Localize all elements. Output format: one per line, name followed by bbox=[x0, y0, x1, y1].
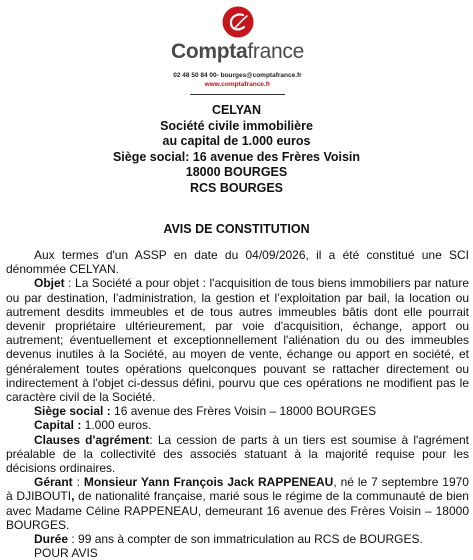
clauses-text: : La cession de parts à un tiers est soumise à l'agrément préalable de la collectivité des associés statuant à la majorité requise pour les décisions ordinaires. bbox=[6, 432, 470, 476]
gerant-label: Gérant bbox=[34, 475, 73, 490]
gerant-name: Monsieur Yann François Jack RAPPENEAU bbox=[83, 475, 334, 490]
notice-title: AVIS DE CONSTITUTION bbox=[163, 222, 310, 236]
logo-contact: 02 48 50 84 00- bourges@comptafrance.fr bbox=[173, 72, 302, 79]
clauses-paragraph bbox=[6, 433, 469, 476]
company-form: Société civile immobilière bbox=[160, 118, 313, 133]
gerant-comma: , bbox=[71, 489, 75, 504]
logo-divider bbox=[190, 94, 285, 95]
gerant-paragraph bbox=[6, 475, 469, 532]
siege-paragraph bbox=[6, 404, 469, 418]
comptafrance-logo bbox=[150, 6, 325, 106]
brand-part-france: france bbox=[247, 40, 304, 63]
company-seat: Siège social: 16 avenue des Frères Voisin bbox=[112, 149, 361, 164]
capital-paragraph bbox=[6, 418, 469, 432]
company-header bbox=[0, 103, 473, 196]
capital-label: Capital : bbox=[34, 418, 82, 433]
intro-paragraph: Aux termes d'un ASSP en date du 04/09/2026, il a été constitué une SCI dénommée CELYAN. bbox=[6, 248, 469, 277]
brand-part-compta: Compta bbox=[171, 40, 248, 63]
company-name: CELYAN bbox=[211, 103, 262, 117]
objet-text: : La Société a pour objet : l'acquisition de tous biens immobiliers par nature ou par destination, l’administration, la gestion et l’exploitation par bail, la location ou autrement desdits immeubles et de tous autres immeubles bâtis dont elle pourrait devenir propriétaire ultérieurement, par voie d'acquisition, échange, apport ou autrement; éventuellement et exceptionnellement l'aliénation du ou des immeubles devenus inutiles à la Société, au moyen de vente, échange ou apport en société, et généralement toutes opérations quelconques pouvant se rattacher directement ou indirectement à l'objet ci-dessus défini, pourvu que ces opérations ne modifient pas le caractère civil de la Société. bbox=[6, 276, 469, 405]
gerant-separator: : bbox=[72, 475, 84, 490]
gerant-details: de nationalité française, marié sous le régime de la communauté de bien avec Madame Céline RAPPENEAU, demeurant 16 avenue des Frères Voisin – 18000 BOURGES. bbox=[6, 489, 469, 532]
closing-line: POUR AVIS bbox=[34, 546, 98, 560]
objet-paragraph bbox=[6, 276, 469, 404]
company-rcs: RCS BOURGES bbox=[189, 180, 284, 195]
duree-label: Durée bbox=[34, 532, 69, 547]
company-capital: au capital de 1.000 euros bbox=[162, 134, 311, 148]
company-city: 18000 BOURGES bbox=[185, 165, 288, 179]
objet-label: Objet bbox=[34, 276, 65, 291]
logo-website: www.comptafrance.fr bbox=[204, 81, 271, 88]
gerant-birth: , né le 7 septembre 1970 à DJIBOUTI bbox=[6, 475, 469, 504]
duree-paragraph bbox=[6, 532, 469, 546]
capital-text: 1.000 euros. bbox=[81, 418, 152, 433]
siege-label: Siège social : bbox=[34, 404, 111, 419]
logo-emblem-icon bbox=[222, 6, 254, 38]
duree-text: : 99 ans à compter de son immatriculation au RCS de BOURGES. bbox=[68, 532, 423, 547]
logo-brand-name bbox=[150, 40, 325, 64]
notice-body bbox=[6, 248, 469, 560]
clauses-label: Clauses d'agrément bbox=[34, 432, 150, 447]
siege-text: 16 avenue des Frères Voisin – 18000 BOURGES bbox=[110, 404, 377, 419]
